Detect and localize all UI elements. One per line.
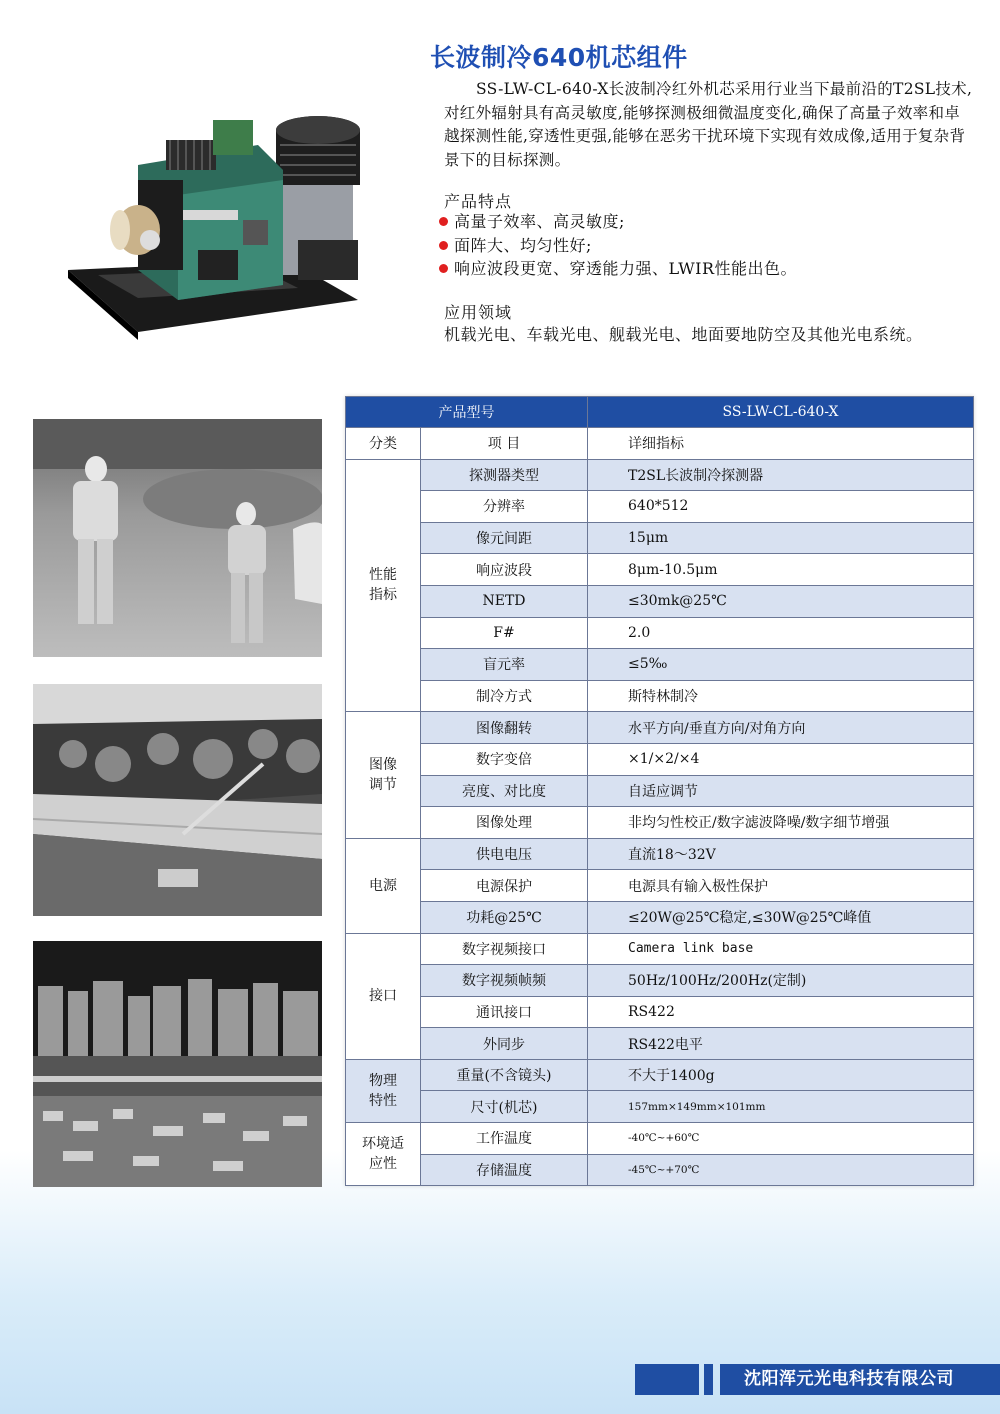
table-row: [346, 459, 974, 491]
item-cell: 电源保护: [421, 870, 588, 902]
item-cell: NETD: [421, 585, 588, 617]
table-row: [346, 807, 974, 839]
spec-table: [345, 396, 974, 1186]
bullet-icon: [439, 241, 448, 250]
table-row: [346, 1059, 974, 1091]
features-title: 产品特点: [444, 192, 513, 211]
company-name: 沈阳浑元光电科技有限公司: [720, 1364, 1000, 1395]
table-row: [346, 491, 974, 523]
value-cell: 15μm: [588, 522, 974, 554]
feature-item: 高量子效率、高灵敏度;: [438, 210, 797, 234]
table-row: [346, 554, 974, 586]
table-row: [346, 1154, 974, 1186]
value-cell: ×1/×2/×4: [588, 743, 974, 775]
item-cell: 工作温度: [421, 1123, 588, 1155]
item-cell: 数字变倍: [421, 743, 588, 775]
table-row: [346, 617, 974, 649]
thermal-city-image: [33, 941, 322, 1187]
value-cell: 8μm-10.5μm: [588, 554, 974, 586]
table-row: [346, 870, 974, 902]
category-cell: 性能指标: [346, 459, 421, 712]
table-row: [346, 965, 974, 997]
item-cell: 重量(不含镜头): [421, 1059, 588, 1091]
value-cell: T2SL长波制冷探测器: [588, 459, 974, 491]
thermal-road-image: [33, 684, 322, 916]
value-cell: 2.0: [588, 617, 974, 649]
item-cell: 探测器类型: [421, 459, 588, 491]
table-row: [346, 522, 974, 554]
product-photo: [58, 100, 378, 340]
value-cell: RS422: [588, 996, 974, 1028]
application-text: 机载光电、车载光电、舰载光电、地面要地防空及其他光电系统。: [444, 325, 923, 344]
item-cell: 外同步: [421, 1028, 588, 1060]
value-cell: 157mm×149mm×101mm: [588, 1091, 974, 1123]
category-cell: 物理特性: [346, 1059, 421, 1122]
thermal-people-image: [33, 419, 322, 657]
value-cell: RS422电平: [588, 1028, 974, 1060]
table-row: [346, 1028, 974, 1060]
bullet-icon: [439, 217, 448, 226]
footer-bar: [635, 1364, 699, 1395]
col-category: 分类: [346, 428, 421, 460]
item-cell: 盲元率: [421, 649, 588, 681]
table-row: [346, 680, 974, 712]
table-row: [346, 901, 974, 933]
application-title: 应用领域: [444, 303, 513, 322]
value-cell: 50Hz/100Hz/200Hz(定制): [588, 965, 974, 997]
category-cell: 接口: [346, 933, 421, 1059]
value-cell: 不大于1400g: [588, 1059, 974, 1091]
footer-bar: [704, 1364, 713, 1395]
item-cell: 像元间距: [421, 522, 588, 554]
value-cell: 电源具有输入极性保护: [588, 870, 974, 902]
item-cell: 存储温度: [421, 1154, 588, 1186]
value-cell: Camera link base: [588, 933, 974, 965]
table-row: [346, 585, 974, 617]
item-cell: 供电电压: [421, 838, 588, 870]
value-cell: ≤30mk@25℃: [588, 585, 974, 617]
value-cell: 非均匀性校正/数字滤波降噪/数字细节增强: [588, 807, 974, 839]
value-cell: -45℃~+70℃: [588, 1154, 974, 1186]
value-cell: 640*512: [588, 491, 974, 523]
item-cell: 图像翻转: [421, 712, 588, 744]
item-cell: 响应波段: [421, 554, 588, 586]
table-row: [346, 933, 974, 965]
col-detail: 详细指标: [588, 428, 974, 460]
item-cell: 制冷方式: [421, 680, 588, 712]
item-cell: 数字视频帧频: [421, 965, 588, 997]
category-cell: 环境适应性: [346, 1123, 421, 1186]
category-cell: 电源: [346, 838, 421, 933]
item-cell: F#: [421, 617, 588, 649]
table-row: [346, 996, 974, 1028]
value-cell: -40℃~+60℃: [588, 1123, 974, 1155]
intro-text: SS-LW-CL-640-X长波制冷红外机芯采用行业当下最前沿的T2SL技术,对红外辐射具有高灵敏度,能够探测极细微温度变化,确保了高量子效率和卓越探测性能,穿透性更强,能够在恶劣干扰环境下实现有效成像,适用于复杂背景下的目标探测。: [444, 80, 973, 169]
value-cell: 水平方向/垂直方向/对角方向: [588, 712, 974, 744]
value-cell: 自适应调节: [588, 775, 974, 807]
value-cell: ≤20W@25℃稳定,≤30W@25℃峰值: [588, 901, 974, 933]
feature-item: 面阵大、均匀性好;: [438, 234, 797, 258]
value-cell: ≤5‰: [588, 649, 974, 681]
table-row: [346, 1091, 974, 1123]
table-header-model: SS-LW-CL-640-X: [588, 397, 974, 428]
item-cell: 尺寸(机芯): [421, 1091, 588, 1123]
table-row: [346, 712, 974, 744]
value-cell: 斯特林制冷: [588, 680, 974, 712]
table-row: [346, 838, 974, 870]
item-cell: 功耗@25℃: [421, 901, 588, 933]
bullet-icon: [439, 264, 448, 273]
feature-item: 响应波段更宽、穿透能力强、LWIR性能出色。: [438, 257, 797, 281]
table-row: [346, 1123, 974, 1155]
item-cell: 图像处理: [421, 807, 588, 839]
item-cell: 通讯接口: [421, 996, 588, 1028]
item-cell: 分辨率: [421, 491, 588, 523]
col-item: 项 目: [421, 428, 588, 460]
table-header-label: 产品型号: [346, 397, 588, 428]
table-row: [346, 743, 974, 775]
item-cell: 亮度、对比度: [421, 775, 588, 807]
table-row: [346, 775, 974, 807]
category-cell: 图像调节: [346, 712, 421, 838]
value-cell: 直流18～32V: [588, 838, 974, 870]
page-title: 长波制冷640机芯组件: [430, 43, 688, 72]
features-list: [438, 210, 797, 281]
table-row: [346, 649, 974, 681]
item-cell: 数字视频接口: [421, 933, 588, 965]
